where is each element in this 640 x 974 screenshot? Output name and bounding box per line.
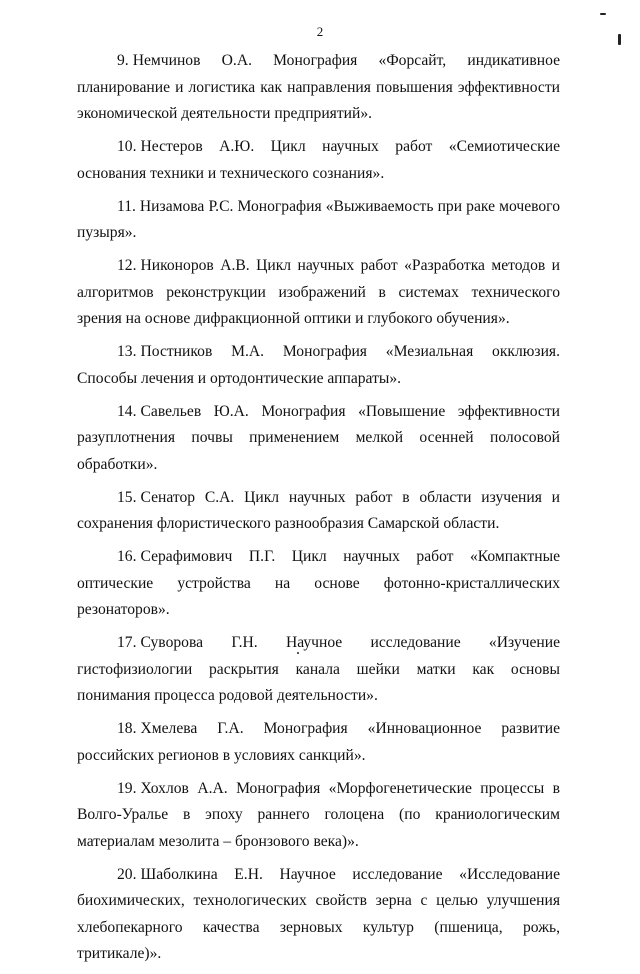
entry-list bbox=[77, 48, 560, 974]
list-item: 17. Суворова Г.Н. Научное исследование «Изучение гистофизиологии раскрытия канала шейки матки как основы понимания процесса родовой деятельности». bbox=[77, 634, 560, 704]
list-item: 20. Шаболкина Е.Н. Научное исследование «Исследование биохимических, технологических свойств зерна с целью улучшения хлебопекарного качества зерновых культур (пшеница, рожь, тритикале)». bbox=[77, 865, 560, 962]
list-item: 18. Хмелева Г.А. Монография «Инновационное развитие российских регионов в условиях санкций». bbox=[77, 720, 560, 764]
list-item: 19. Хохлов А.А. Монография «Морфогенетические процессы в Волго-Уралье в эпоху раннего голоцена (по краниологическим материалам мезолита – бронзового века)». bbox=[77, 779, 560, 850]
list-item: 9. Немчинов О.А. Монография «Форсайт, индикативное планирование и логистика как направления повышения эффективности экономической деятельности предприятий». bbox=[77, 52, 560, 122]
list-item: 10. Нестеров А.Ю. Цикл научных работ «Семиотические основания техники и технического сознания». bbox=[77, 138, 560, 182]
page-number: 2 bbox=[316, 24, 324, 39]
list-item: 15. Сенатор С.А. Цикл научных работ в области изучения и сохранения флористического разнообразия Самарской области. bbox=[77, 488, 560, 532]
list-item: 13. Постников М.А. Монография «Мезиальная окклюзия. Способы лечения и ортодонтические аппараты». bbox=[77, 343, 560, 387]
list-item: 14. Савельев Ю.А. Монография «Повышение эффективности разуплотнения почвы применением мелкой осенней полосовой обработки». bbox=[77, 402, 560, 473]
scan-mark bbox=[618, 34, 621, 45]
list-item: 12. Никоноров А.В. Цикл научных работ «Разработка методов и алгоритмов реконструкции изображений в системах технического зрения на основе дифракционной оптики и глубокого обучения». bbox=[77, 257, 560, 327]
list-item: 11. Низамова Р.С. Монография «Выживаемость при раке мочевого пузыря». bbox=[77, 197, 560, 241]
scan-mark bbox=[600, 13, 606, 15]
list-item: 16. Серафимович П.Г. Цикл научных работ «Компактные оптические устройства на основе фотонно-кристаллических резонаторов». bbox=[77, 548, 560, 618]
